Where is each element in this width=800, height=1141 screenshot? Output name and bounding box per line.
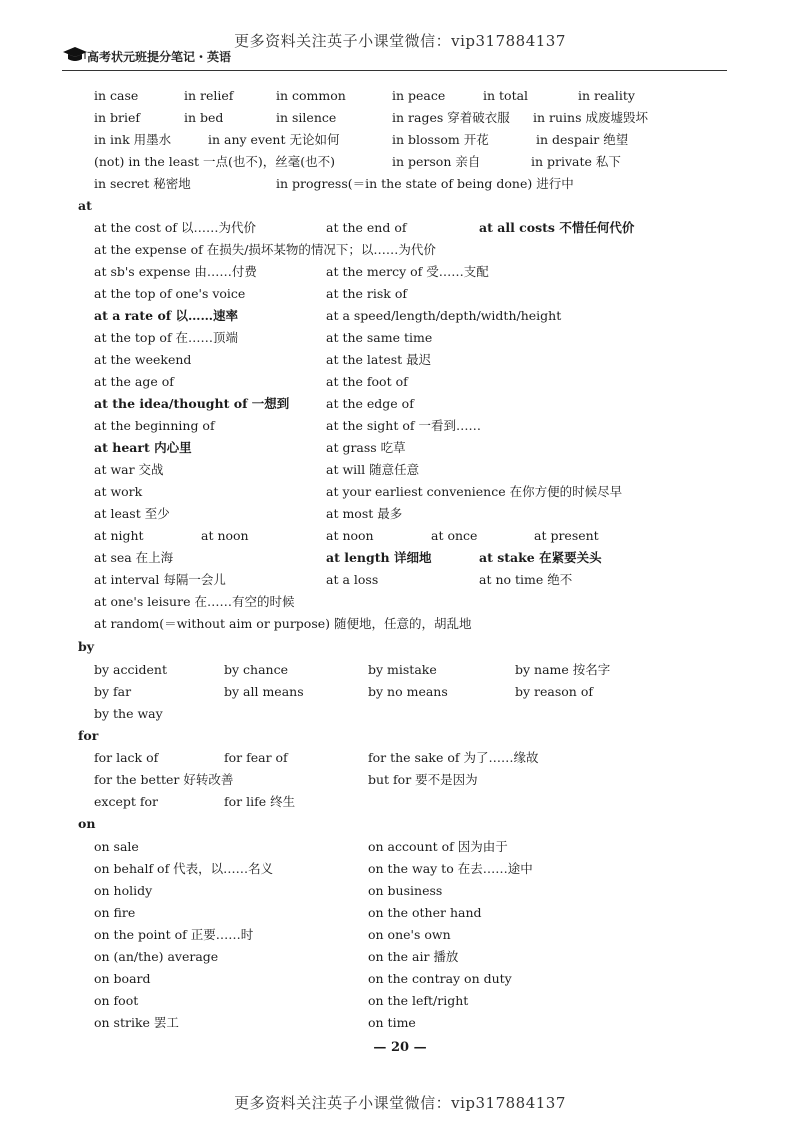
phrase: on sale (94, 839, 139, 854)
list-row (0, 902, 800, 924)
list-row (0, 547, 800, 569)
list-row (0, 836, 800, 858)
phrase: by the way (94, 706, 163, 721)
phrase: (not) in the least 一点(也不)，丝毫(也不) (94, 154, 336, 169)
list-row (0, 85, 800, 107)
list-row (0, 503, 800, 525)
phrase: on fire (94, 905, 136, 920)
list-row (0, 990, 800, 1012)
phrase: at night (94, 528, 144, 543)
list-row (0, 924, 800, 946)
phrase: at least 至少 (94, 506, 170, 521)
phrase: at noon (201, 528, 249, 543)
phrase: at will 随意任意 (326, 462, 420, 477)
phrase: except for (94, 794, 158, 809)
phrase: on holidy (94, 883, 153, 898)
phrase: at work (94, 484, 143, 499)
phrase: at present (534, 528, 599, 543)
phrase: at once (431, 528, 478, 543)
list-row (0, 217, 800, 239)
list-row (0, 747, 800, 769)
list-row (0, 129, 800, 151)
phrase: at stake 在紧要关头 (479, 550, 602, 565)
phrase: for the sake of 为了……缘故 (368, 750, 539, 765)
phrase: in total (483, 88, 529, 103)
phrase: for fear of (224, 750, 288, 765)
phrase: at the mercy of 受……支配 (326, 264, 489, 279)
list-row (0, 283, 800, 305)
phrase: on strike 罢工 (94, 1015, 179, 1030)
phrase: at sea 在上海 (94, 550, 174, 565)
phrase: on foot (94, 993, 139, 1008)
list-row (0, 349, 800, 371)
phrase: for the better 好转改善 (94, 772, 234, 787)
list-row (0, 946, 800, 968)
phrase: on account of 因为由于 (368, 839, 508, 854)
phrase: by mistake (368, 662, 437, 677)
phrase: on (an/the) average (94, 949, 219, 964)
graduation-cap-icon (62, 46, 88, 64)
list-row (0, 681, 800, 703)
phrase: at no time 绝不 (479, 572, 573, 587)
phrase: at the risk of (326, 286, 407, 301)
phrase: at random(＝without aim or purpose) 随便地，任意的，胡乱地 (94, 616, 472, 631)
phrase: at a loss (326, 572, 379, 587)
phrase: on the left/right (368, 993, 469, 1008)
phrase: for lack of (94, 750, 159, 765)
phrase: in despair 绝望 (536, 132, 629, 147)
phrase: at the latest 最迟 (326, 352, 432, 367)
phrase: by all means (224, 684, 304, 699)
phrase: in private 私下 (531, 154, 621, 169)
list-row (0, 107, 800, 129)
phrase: by accident (94, 662, 167, 677)
list-row (0, 659, 800, 681)
phrase: by name 按名字 (515, 662, 611, 677)
list-row (0, 327, 800, 349)
phrase: in bed (184, 110, 224, 125)
section-heading-on: on (78, 816, 96, 831)
phrase: by chance (224, 662, 288, 677)
list-row (0, 880, 800, 902)
phrase: but for 要不是因为 (368, 772, 478, 787)
phrase: at the top of 在……顶端 (94, 330, 239, 345)
phrase: on business (368, 883, 443, 898)
phrase: in ruins 成废墟毁坏 (533, 110, 648, 125)
phrase: at your earliest convenience 在你方便的时候尽早 (326, 484, 623, 499)
phrase: on the air 播放 (368, 949, 459, 964)
phrase: at a speed/length/depth/width/height (326, 308, 562, 323)
list-row (0, 591, 800, 613)
phrase: at the weekend (94, 352, 192, 367)
phrase: at war 交战 (94, 462, 164, 477)
phrase: on the point of 正要……时 (94, 927, 254, 942)
watermark-top: 更多资料关注英子小课堂微信：vip317884137 (234, 32, 566, 50)
phrase: at most 最多 (326, 506, 403, 521)
phrase: at the beginning of (94, 418, 215, 433)
list-row (0, 305, 800, 327)
phrase: at interval 每隔一会儿 (94, 572, 226, 587)
phrase: in any event 无论如何 (208, 132, 340, 147)
section-heading-at: at (78, 198, 92, 213)
list-row (0, 791, 800, 813)
list-row (0, 703, 800, 725)
list-row (0, 151, 800, 173)
phrase: in secret 秘密地 (94, 176, 191, 191)
phrase: on board (94, 971, 151, 986)
phrase: in brief (94, 110, 141, 125)
phrase: in case (94, 88, 139, 103)
phrase: at sb's expense 由……付费 (94, 264, 257, 279)
phrase: at length 详细地 (326, 550, 432, 565)
list-row (0, 613, 800, 635)
phrase: on one's own (368, 927, 451, 942)
list-row (0, 173, 800, 195)
phrase: at a rate of 以……速率 (94, 308, 239, 323)
phrase: in blossom 开花 (392, 132, 489, 147)
phrase: at one's leisure 在……有空的时候 (94, 594, 295, 609)
list-row (0, 858, 800, 880)
list-row (0, 261, 800, 283)
phrase: on the contray on duty (368, 971, 512, 986)
phrase: by far (94, 684, 132, 699)
section-heading-for: for (78, 728, 99, 743)
phrase: in silence (276, 110, 337, 125)
phrase: on the way to 在去……途中 (368, 861, 533, 876)
page-number: — 20 — (373, 1040, 427, 1055)
list-row (0, 437, 800, 459)
phrase: by no means (368, 684, 448, 699)
list-row (0, 769, 800, 791)
phrase: for life 终生 (224, 794, 296, 809)
phrase: at noon (326, 528, 374, 543)
list-row (0, 459, 800, 481)
phrase: in rages 穿着破衣服 (392, 110, 510, 125)
phrase: on behalf of 代表，以……名义 (94, 861, 274, 876)
phrase: at the age of (94, 374, 174, 389)
phrase: at grass 吃草 (326, 440, 406, 455)
phrase: in progress(＝in the state of being done) 进行中 (276, 176, 574, 191)
phrase: at the edge of (326, 396, 414, 411)
phrase: in peace (392, 88, 446, 103)
phrase: in relief (184, 88, 234, 103)
list-row (0, 415, 800, 437)
phrase: in reality (578, 88, 635, 103)
header-title: 高考状元班提分笔记・英语 (87, 50, 232, 64)
watermark-bottom: 更多资料关注英子小课堂微信：vip317884137 (234, 1094, 566, 1112)
phrase: at the same time (326, 330, 433, 345)
list-row (0, 371, 800, 393)
list-row (0, 393, 800, 415)
phrase: at the cost of 以……为代价 (94, 220, 256, 235)
phrase: at the idea/thought of 一想到 (94, 396, 290, 411)
phrase: in ink 用墨水 (94, 132, 172, 147)
list-row (0, 1012, 800, 1034)
phrase: at the foot of (326, 374, 408, 389)
list-row (0, 239, 800, 261)
phrase: on time (368, 1015, 416, 1030)
list-row (0, 525, 800, 547)
phrase: at the expense of 在损失/损坏某物的情况下；以……为代价 (94, 242, 436, 257)
section-heading-by: by (78, 639, 95, 654)
phrase: in person 亲自 (392, 154, 481, 169)
list-row (0, 968, 800, 990)
phrase: at all costs 不惜任何代价 (479, 220, 635, 235)
header-rule (62, 70, 727, 71)
phrase: in common (276, 88, 346, 103)
phrase: at heart 内心里 (94, 440, 192, 455)
phrase: at the top of one's voice (94, 286, 246, 301)
phrase: by reason of (515, 684, 593, 699)
list-row (0, 569, 800, 591)
phrase: at the sight of 一看到…… (326, 418, 481, 433)
phrase: at the end of (326, 220, 407, 235)
page-header (62, 42, 727, 72)
list-row (0, 481, 800, 503)
phrase: on the other hand (368, 905, 482, 920)
